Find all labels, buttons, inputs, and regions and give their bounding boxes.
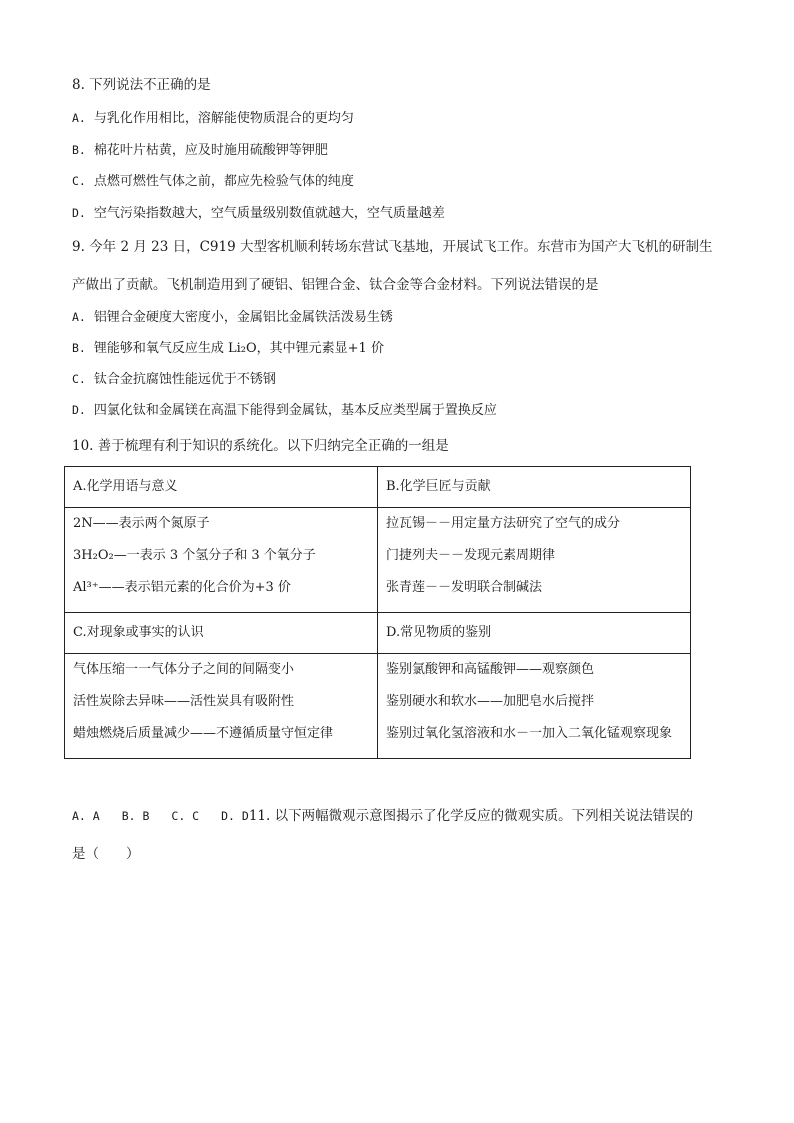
q9-option-c — [72, 370, 276, 389]
option-letter: C. — [72, 174, 86, 188]
option-letter: A. — [72, 111, 86, 125]
q11-stem-line2: 是（ ） — [72, 846, 140, 862]
cell-line: 气体压缩一一气体分子之间的间隔变小 — [73, 662, 295, 677]
option-letter: B. — [72, 143, 86, 157]
cell-line: 2N——表示两个氮原子 — [73, 516, 210, 531]
option-letter: C. — [72, 372, 86, 386]
q9-option-b — [72, 339, 384, 358]
option-text: 空气污染指数越大，空气质量级别数值就越大，空气质量越差 — [93, 206, 445, 221]
cell-c-title: C.对现象或事实的认识 — [65, 613, 378, 654]
option-text: 棉花叶片枯黄，应及时施用硫酸钾等钾肥 — [93, 143, 328, 158]
q9-option-d — [72, 401, 497, 420]
summary-table — [64, 466, 691, 759]
answer-choice-a[interactable]: A. A — [72, 809, 100, 823]
cell-b-title: B.化学巨匠与贡献 — [378, 467, 691, 508]
q9-option-a — [72, 308, 393, 327]
cell-line: 门捷列夫－－发现元素周期律 — [386, 548, 556, 563]
cell-line: 张青莲－－发明联合制碱法 — [386, 580, 543, 595]
cell-line: 鉴别过氧化氢溶液和水－一加入二氧化锰观察现象 — [386, 726, 673, 741]
q8-stem: 8. 下列说法不正确的是 — [72, 77, 211, 93]
cell-line: 鉴别硬水和软水——加肥皂水后搅拌 — [386, 694, 595, 709]
cell-a-content — [65, 508, 378, 613]
cell-b-content — [378, 508, 691, 613]
cell-line: 鉴别氯酸钾和高锰酸钾——观察颜色 — [386, 662, 595, 677]
option-text: 铝锂合金硬度大密度小，金属铝比金属铁活泼易生锈 — [93, 310, 393, 325]
option-letter: B. — [72, 341, 86, 355]
q8-option-b — [72, 141, 328, 160]
answer-choice-d[interactable]: D. D — [221, 809, 249, 823]
cell-c-content — [65, 654, 378, 759]
q11-stem-line1: 11. 以下两幅微观示意图揭示了化学反应的微观实质。下列相关说法错误的 — [248, 808, 694, 824]
q10-stem: 10. 善于梳理有利于知识的系统化。以下归纳完全正确的一组是 — [72, 438, 449, 454]
option-text: 点燃可燃性气体之前，都应先检验气体的纯度 — [93, 174, 354, 189]
q9-stem-line1: 9. 今年 2 月 23 日，C919 大型客机顺利转场东营试飞基地，开展试飞工作。东营市为国产大飞机的研制生 — [72, 239, 713, 255]
answer-choice-b[interactable]: B. B — [121, 809, 150, 823]
option-letter: D. — [72, 403, 86, 417]
cell-d-title: D.常见物质的鉴别 — [378, 613, 691, 654]
cell-line: 拉瓦锡－－用定量方法研究了空气的成分 — [386, 516, 621, 531]
option-letter: D. — [72, 206, 86, 220]
cell-line: 活性炭除去异味——活性炭具有吸附性 — [73, 694, 295, 709]
option-text: 与乳化作用相比，溶解能使物质混合的更均匀 — [93, 111, 354, 126]
cell-line: 3H₂O₂—一表示 3 个氢分子和 3 个氧分子 — [73, 548, 316, 563]
q9-stem-line2: 产做出了贡献。飞机制造用到了硬铝、铝锂合金、钛合金等合金材料。下列说法错误的是 — [72, 277, 599, 293]
cell-d-content — [378, 654, 691, 759]
q10-answer-choices — [72, 804, 693, 824]
option-text: 钛合金抗腐蚀性能远优于不锈钢 — [93, 372, 276, 387]
q8-option-d — [72, 204, 445, 223]
cell-line: 蜡烛燃烧后质量减少——不遵循质量守恒定律 — [73, 726, 334, 741]
cell-a-title: A.化学用语与意义 — [65, 467, 378, 508]
option-text: 四氯化钛和金属镁在高温下能得到金属钛，基本反应类型属于置换反应 — [93, 403, 497, 418]
option-letter: A. — [72, 310, 86, 324]
cell-line: Al³⁺——表示铝元素的化合价为+3 价 — [73, 580, 291, 595]
q8-option-c — [72, 172, 354, 191]
answer-choice-c[interactable]: C. C — [171, 809, 200, 823]
option-text: 锂能够和氧气反应生成 Li₂O，其中锂元素显+1 价 — [93, 341, 384, 356]
q8-option-a — [72, 109, 354, 128]
